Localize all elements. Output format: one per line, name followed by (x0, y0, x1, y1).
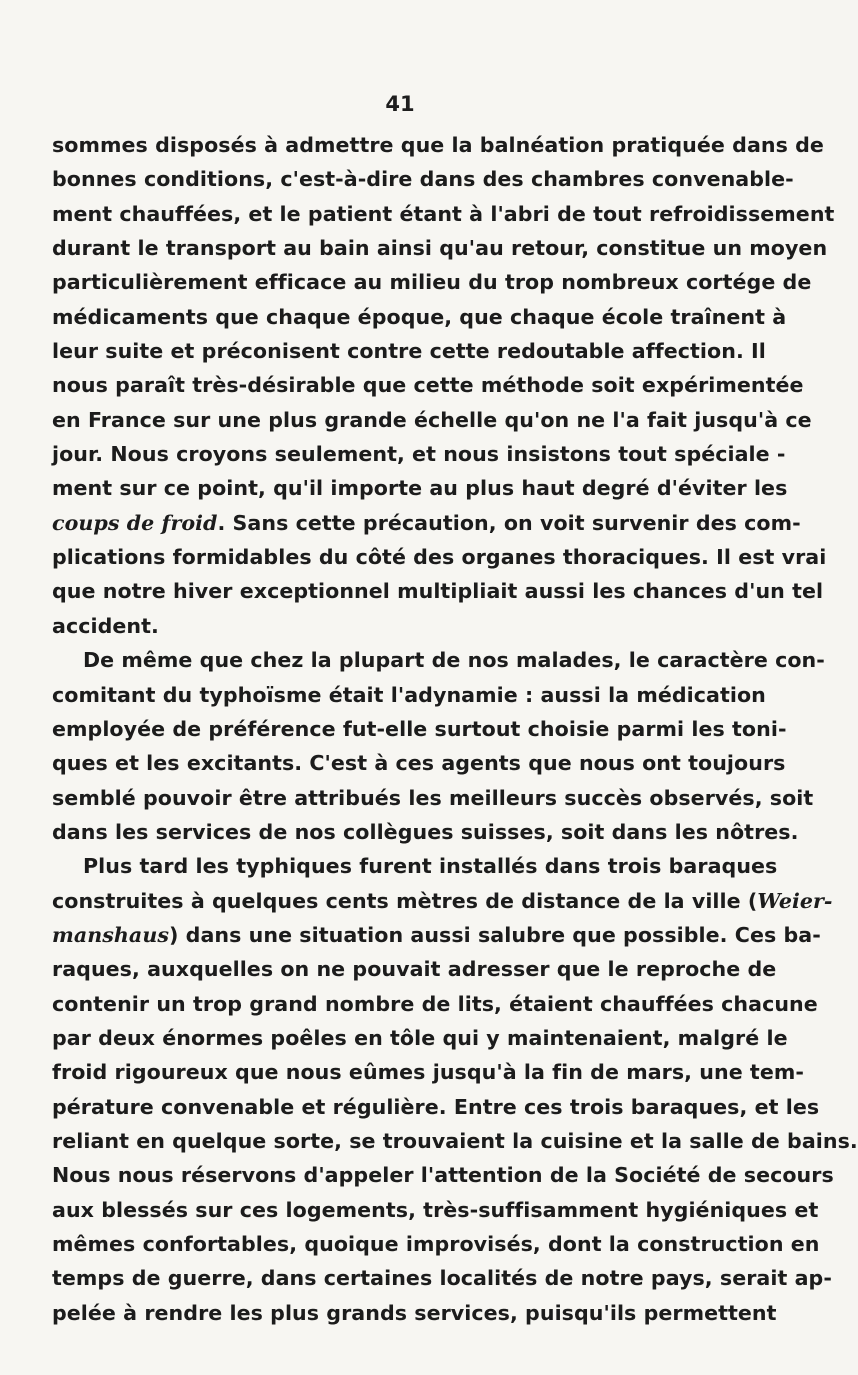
text-run: ques et les excitants. C'est à ces agents que nous ont toujours (52, 751, 786, 776)
text-run: bonnes conditions, c'est-à-dire dans des chambres convenable- (52, 167, 794, 192)
text-line (52, 574, 824, 608)
text-line (52, 437, 786, 471)
text-run: plications formidables du côté des organes thoraciques. Il est vrai (52, 545, 827, 570)
text-line (52, 506, 801, 540)
text-run: . Sans cette précaution, on voit survenir des com- (217, 510, 801, 535)
text-run: temps de guerre, dans certaines localités de notre pays, serait ap- (52, 1266, 832, 1291)
text-line (52, 781, 814, 815)
italic-text: Weier- (757, 888, 833, 913)
text-run: ment sur ce point, qu'il importe au plus haut degré d'éviter les (52, 476, 788, 501)
text-run: jour. Nous croyons seulement, et nous insistons tout spéciale - (52, 442, 786, 467)
text-run: durant le transport au bain ainsi qu'au retour, constitue un moyen (52, 236, 828, 261)
italic-text: coups de froid (52, 510, 218, 535)
text-line (52, 540, 827, 574)
text-run: mêmes confortables, quoique improvisés, dont la construction en (52, 1232, 820, 1256)
text-line (52, 128, 824, 162)
text-line (52, 1261, 832, 1295)
text-line (52, 162, 794, 196)
text-line (52, 918, 821, 952)
text-run: médicaments que chaque époque, que chaque école traînent à (52, 304, 787, 329)
text-line (52, 265, 812, 299)
text-run: que notre hiver exceptionnel multipliait aussi les chances d'un tel (52, 579, 824, 604)
text-run: nous paraît très-désirable que cette méthode soit expérimentée (52, 373, 804, 398)
text-run: ) dans une situation aussi salubre que possible. Ces ba- (168, 922, 821, 947)
text-run: contenir un trop grand nombre de lits, étaient chauffées chacune (52, 991, 818, 1016)
text-run: aux blessés sur ces logements, très-suffisamment hygiéniques et (52, 1197, 819, 1222)
text-line (52, 849, 778, 883)
text-run: construites à quelques cents mètres de distance de la ville ( (52, 888, 758, 913)
text-line (52, 1021, 788, 1055)
page-number: 41 (385, 92, 415, 116)
text-run: comitant du typhoïsme était l'adynamie : aussi la médication (52, 682, 766, 707)
text-line (52, 952, 777, 986)
text-line (52, 987, 818, 1021)
text-run: Plus tard les typhiques furent installés dans trois baraques (83, 854, 778, 879)
text-line (52, 712, 787, 746)
text-line (52, 1124, 858, 1158)
italic-text: manshaus (52, 922, 169, 947)
text-line (52, 1090, 820, 1124)
text-run: employée de préférence fut-elle surtout choisie parmi les toni- (52, 716, 787, 741)
text-run: particulièrement efficace au milieu du trop nombreux cortége de (52, 270, 812, 295)
text-line (52, 678, 766, 712)
text-run: pérature convenable et régulière. Entre ces trois baraques, et les (52, 1094, 820, 1119)
text-run: froid rigoureux que nous eûmes jusqu'à la fin de mars, une tem- (52, 1060, 804, 1085)
text-run: par deux énormes poêles en tôle qui y maintenaient, malgré le (52, 1025, 788, 1050)
text-run: reliant en quelque sorte, se trouvaient la cuisine et la salle de bains. (52, 1128, 858, 1153)
text-line (52, 643, 825, 677)
text-line (52, 471, 788, 505)
text-line (52, 403, 812, 437)
text-run: dans les services de nos collègues suisses, soit dans les nôtres. (52, 819, 799, 844)
text-run: Nous nous réservons d'appeler l'attention de la Société de secours (52, 1163, 834, 1188)
text-line (52, 1227, 820, 1261)
text-run: accident. (52, 613, 159, 638)
text-line (52, 884, 833, 918)
text-line (52, 1158, 834, 1192)
text-run: semblé pouvoir être attribués les meilleurs succès observés, soit (52, 785, 814, 810)
text-line (52, 300, 787, 334)
text-run: De même que chez la plupart de nos malades, le caractère con- (83, 648, 825, 673)
text-run: en France sur une plus grande échelle qu'on ne l'a fait jusqu'à ce (52, 407, 812, 432)
text-line (52, 368, 804, 402)
text-line (52, 609, 742, 643)
text-line (52, 231, 828, 265)
text-line (52, 815, 799, 849)
text-line (52, 1296, 777, 1330)
text-run: pelée à rendre les plus grands services, puisqu'ils permettent (52, 1300, 777, 1325)
text-line (52, 1193, 819, 1227)
body-text (52, 128, 858, 1330)
text-line (52, 197, 835, 231)
text-line (52, 334, 766, 368)
text-line (52, 746, 786, 780)
text-run: sommes disposés à admettre que la balnéation pratiquée dans de (52, 133, 824, 157)
text-run: raques, auxquelles on ne pouvait adresser que le reproche de (52, 957, 777, 982)
text-run: ment chauffées, et le patient étant à l'abri de tout refroidissement (52, 201, 835, 226)
text-line (52, 1055, 804, 1089)
text-run: leur suite et préconisent contre cette redoutable affection. Il (52, 339, 766, 364)
